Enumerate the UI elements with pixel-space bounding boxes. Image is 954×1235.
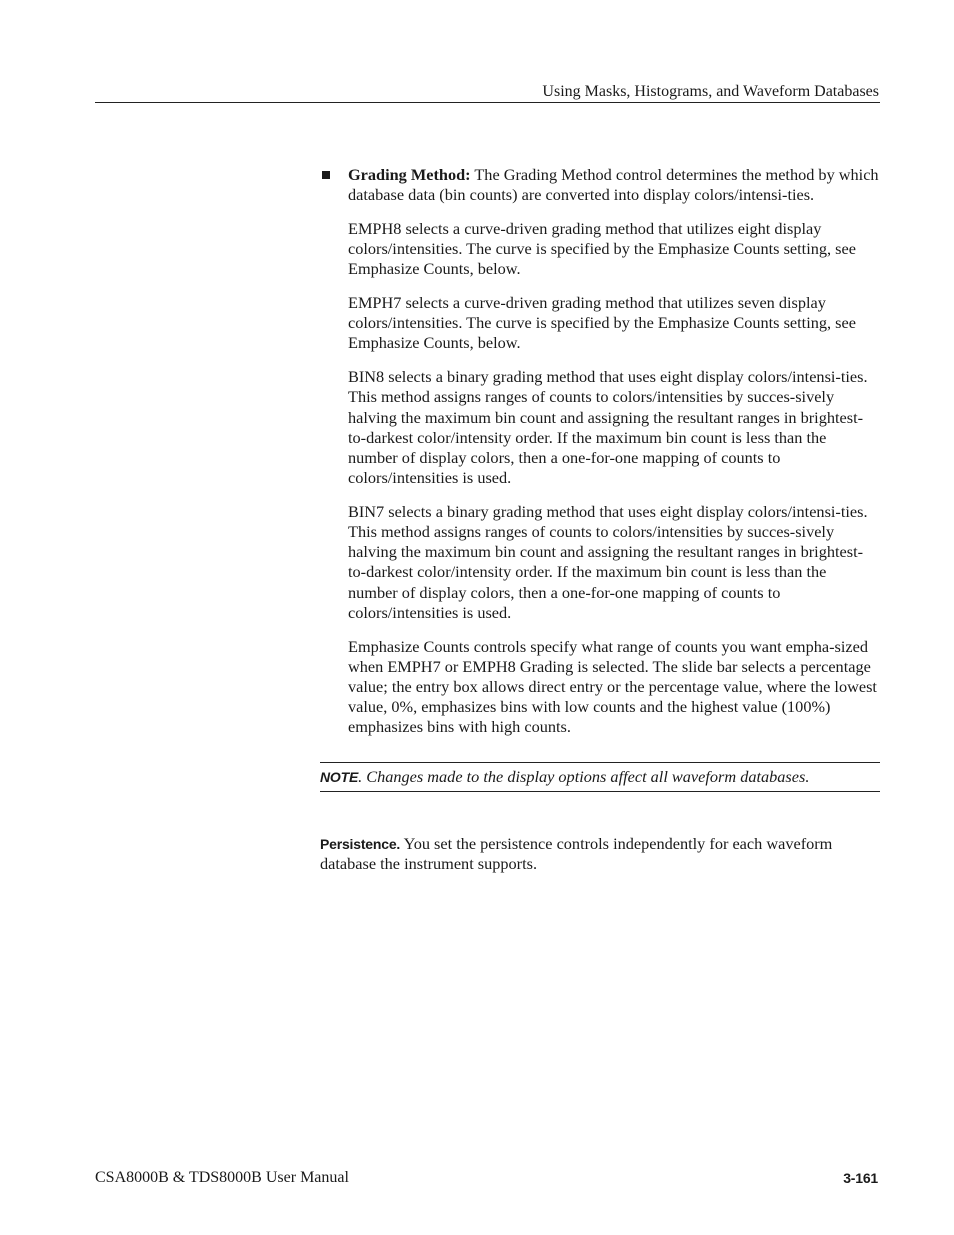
emph7-paragraph: EMPH7 selects a curve-driven grading method that utilizes seven display colors/intensities. The curve is specified by the Emphasize Counts setting, see Emphasize Counts, below. [348,293,856,353]
footer-manual-title: CSA8000B & TDS8000B User Manual [95,1169,349,1186]
header-divider [95,102,880,103]
note-label: NOTE [320,768,359,785]
page-number: 3-161 [843,1170,878,1186]
running-header: Using Masks, Histograms, and Waveform Databases [542,83,879,100]
note-box [320,762,880,792]
emphasize-counts-paragraph: Emphasize Counts controls specify what range of counts you want empha-sized when EMPH7 or EMPH8 Grading is selected. The slide bar selects a percentage value; the entry box allows direct entry or the percentage value, where the lowest value, 0%, emphasizes bins with low counts and the highest value (100%) emphasizes bins with high counts. [348,636,877,737]
grading-method-description: The Grading Method control determines the method by which database data (bin counts) are converted into display colors/intensi-ties. [348,165,879,205]
persistence-label: Persistence. [320,835,401,852]
bin8-paragraph: BIN8 selects a binary grading method that uses eight display colors/intensi-ties. This method assigns ranges of counts to colors/intensities by succes-sively halving the maximum bin count and assigning the resultant ranges in brightest-to-darkest color/intensity order. If the maximum bin count is less than the number of display colors, then a one-for-one mapping of counts to colors/intensities is used. [348,367,868,488]
grading-method-term: Grading Method: [348,165,471,184]
note-text: . Changes made to the display options affect all waveform databases. [358,766,810,786]
square-bullet-icon [322,171,330,179]
grading-method-intro [348,165,880,205]
main-content [320,165,880,874]
bin7-paragraph: BIN7 selects a binary grading method that uses eight display colors/intensi-ties. This method assigns ranges of counts to colors/intensities by succes-sively halving the maximum bin count and assigning the resultant ranges in brightest-to-darkest color/intensity order. If the maximum bin count is less than the number of display colors, then a one-for-one mapping of counts to colors/intensities is used. [348,501,868,622]
persistence-text: You set the persistence controls independently for each waveform database the instrument supports. [320,833,833,873]
emph8-paragraph: EMPH8 selects a curve-driven grading method that utilizes eight display colors/intensities. The curve is specified by the Emphasize Counts setting, see Emphasize Counts, below. [348,218,856,279]
grading-method-item [320,165,880,738]
persistence-paragraph [320,834,880,874]
